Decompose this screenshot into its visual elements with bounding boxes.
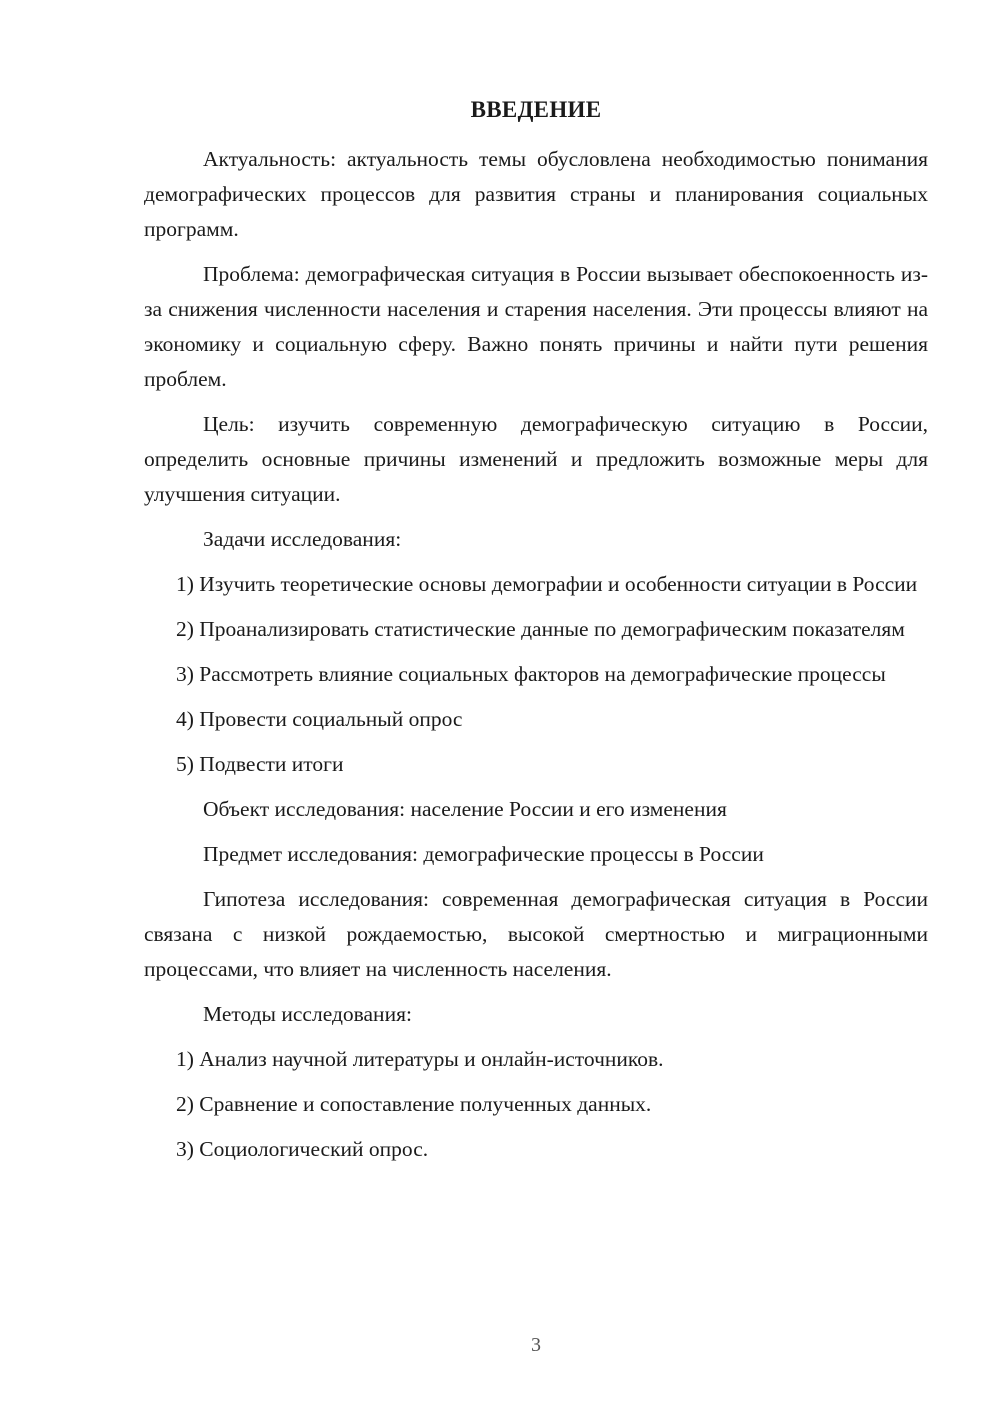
list-item-method-3: 3) Социологический опрос. <box>176 1137 429 1161</box>
paragraph-methods-heading: Методы исследования: <box>203 1002 412 1026</box>
list-item-task-1: 1) Изучить теоретические основы демографии и особенности ситуации в России <box>176 572 918 596</box>
paragraph-tasks-heading: Задачи исследования: <box>203 527 402 551</box>
page-number: 3 <box>531 1334 541 1356</box>
list-item-task-4: 4) Провести социальный опрос <box>176 707 463 731</box>
paragraph-hypothesis: Гипотеза исследования: современная демографическая ситуация в России связана с низкой рождаемостью, высокой смертностью и миграционными процессами, что влияет на численность населения. <box>144 887 928 981</box>
list-item-task-2: 2) Проанализировать статистические данные по демографическим показателям <box>176 617 905 641</box>
paragraph-goal: Цель: изучить современную демографическую ситуацию в России, определить основные причины изменений и предложить возможные меры для улучшения ситуации. <box>144 412 928 506</box>
list-item-task-3: 3) Рассмотреть влияние социальных факторов на демографические процессы <box>176 662 886 686</box>
document-body <box>144 142 928 1177</box>
paragraph-subject: Предмет исследования: демографические процессы в России <box>203 842 764 866</box>
section-title: ВВЕДЕНИЕ <box>470 97 602 122</box>
paragraph-problem: Проблема: демографическая ситуация в России вызывает обеспокоенность из-за снижения численности населения и старения населения. Эти процессы влияют на экономику и социальную сферу. Важно понять причины и найти пути решения проблем. <box>144 262 928 391</box>
paragraph-object: Объект исследования: население России и его изменения <box>203 797 727 821</box>
list-item-method-2: 2) Сравнение и сопоставление полученных данных. <box>176 1092 652 1116</box>
list-item-task-5: 5) Подвести итоги <box>176 752 344 776</box>
paragraph-relevance: Актуальность: актуальность темы обусловлена необходимостью понимания демографических процессов для развития страны и планирования социальных программ. <box>144 147 928 241</box>
list-item-method-1: 1) Анализ научной литературы и онлайн-источников. <box>176 1047 664 1071</box>
